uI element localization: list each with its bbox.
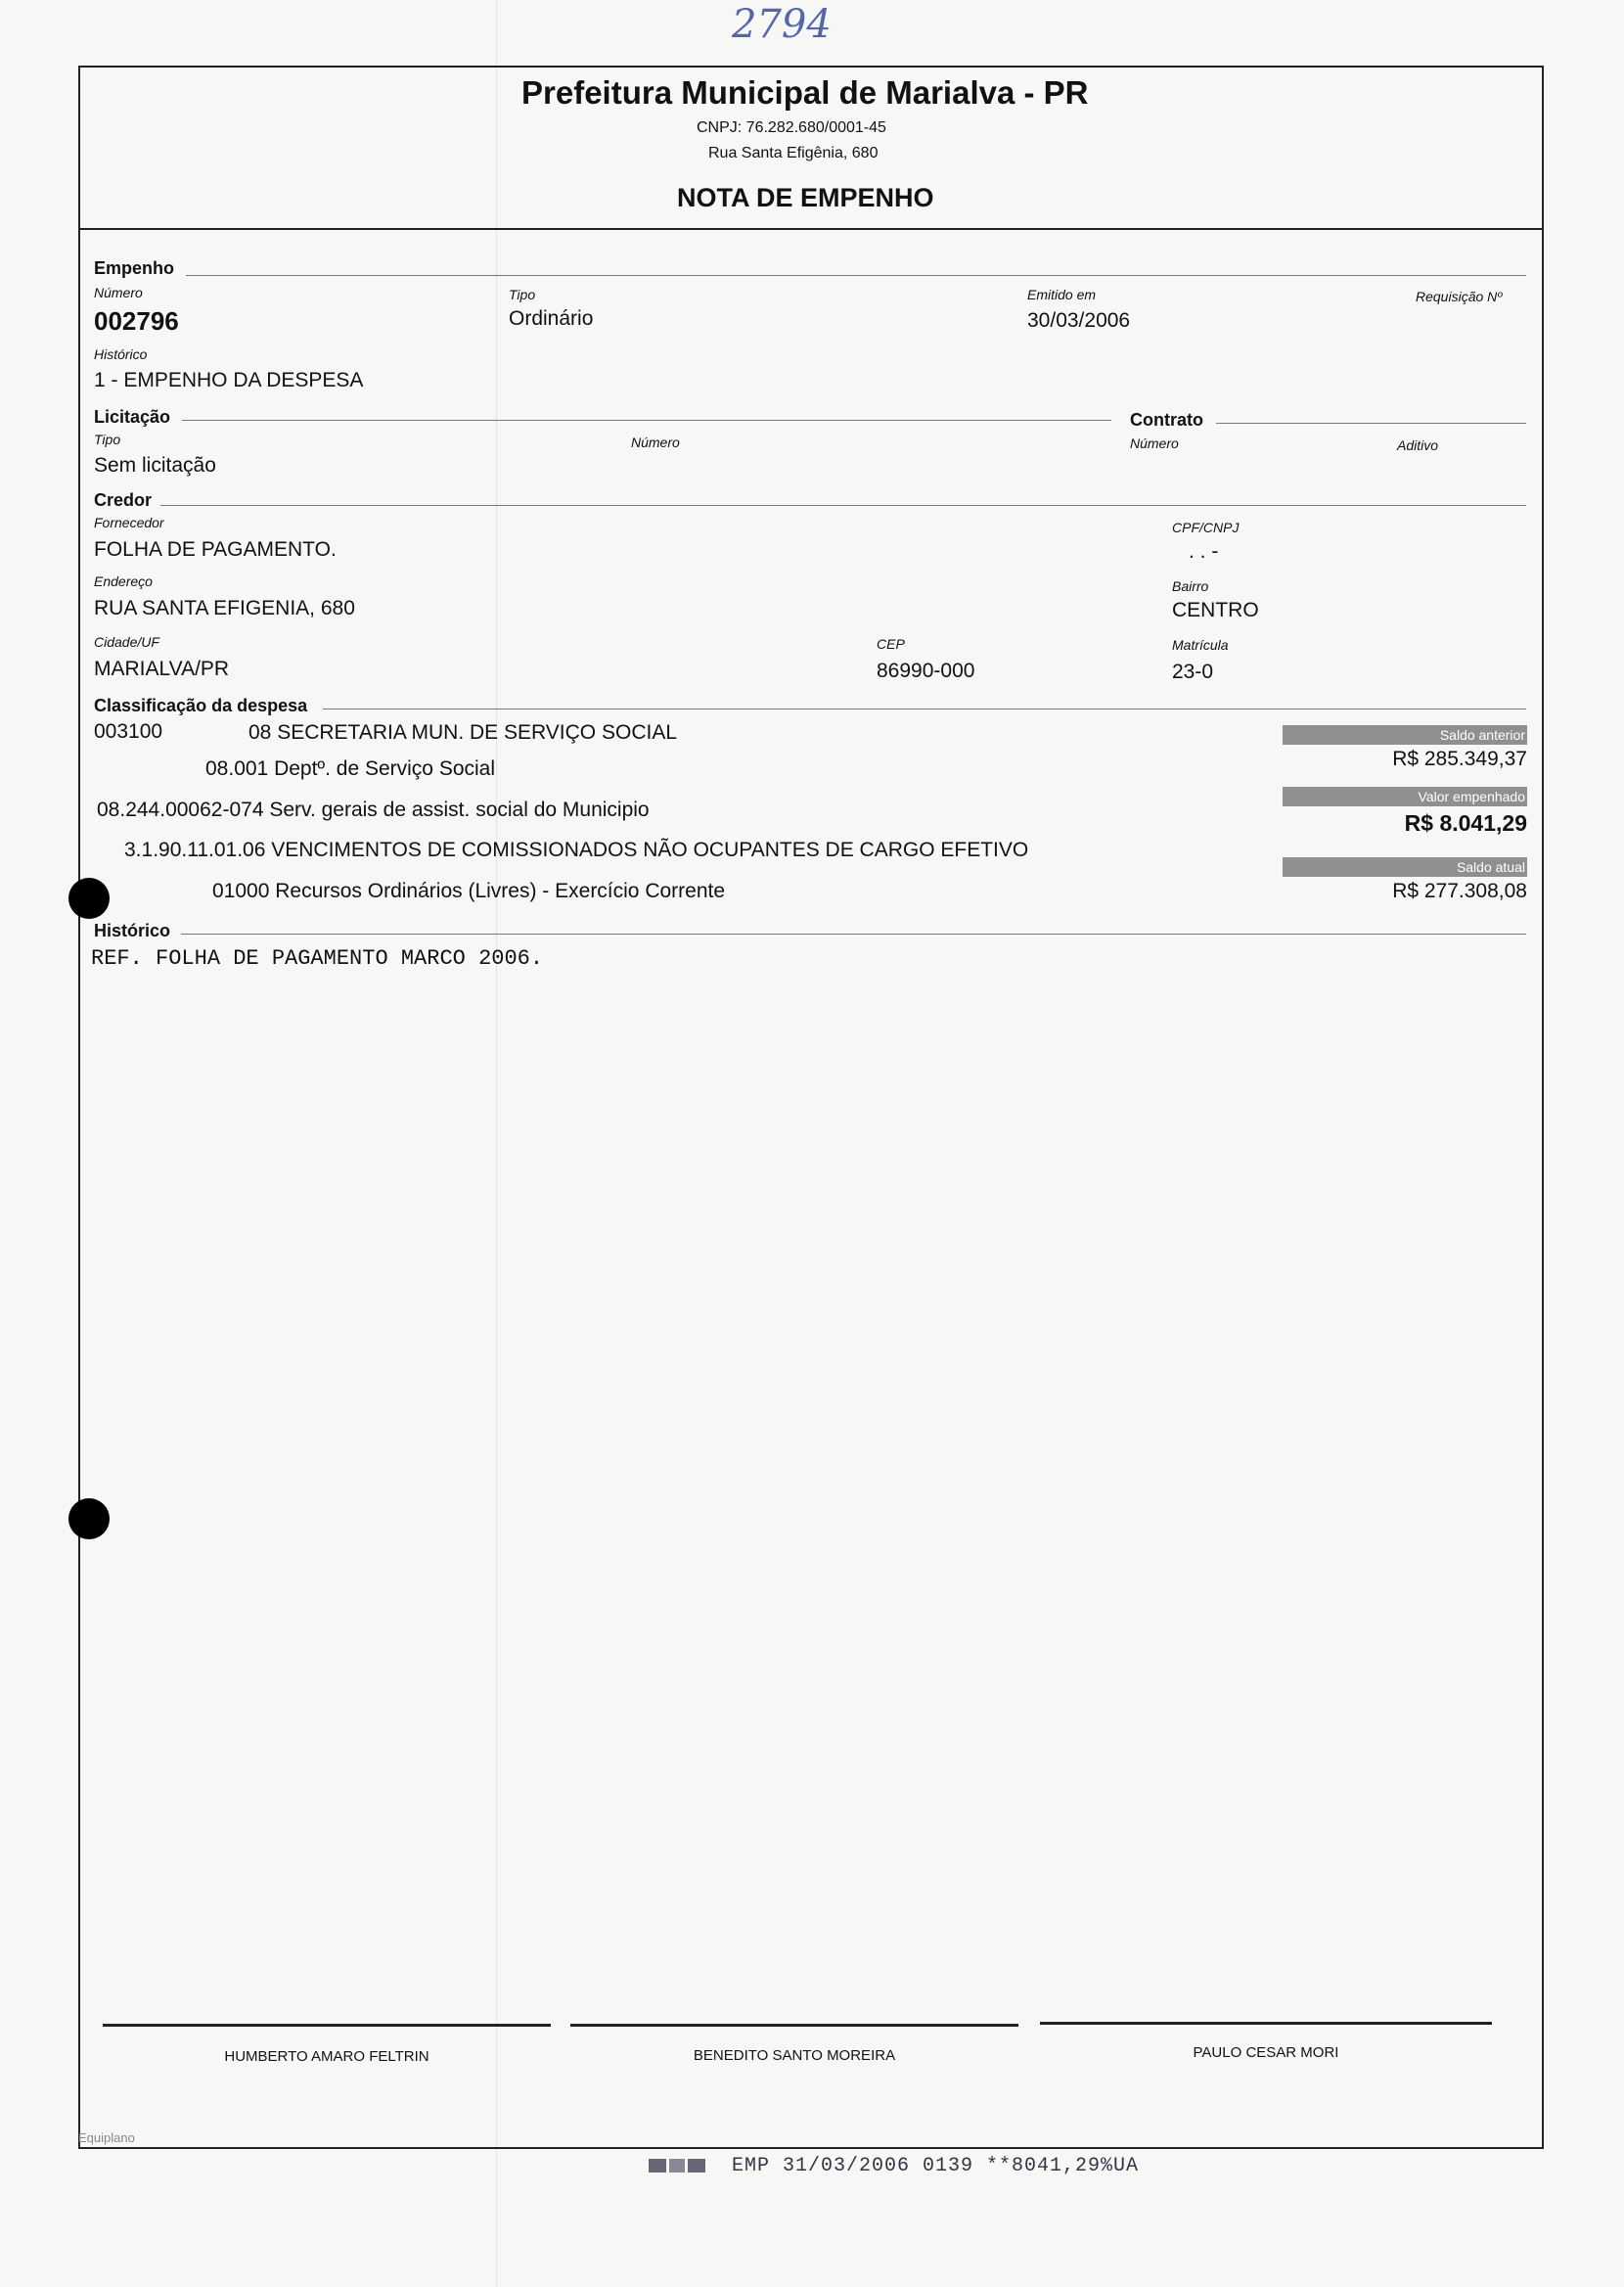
endereco-label: Endereço [94, 573, 153, 589]
empenho-numero: 002796 [94, 306, 179, 336]
section-contrato: Contrato [1130, 410, 1203, 430]
empenho-historico: 1 - EMPENHO DA DESPESA [94, 369, 364, 391]
saldo-anterior-value: R$ 285.349,37 [1392, 748, 1527, 770]
header-separator [78, 228, 1542, 230]
signature-line [1040, 2022, 1492, 2025]
section-historico: Histórico [94, 921, 171, 940]
contrato-aditivo-label: Aditivo [1397, 437, 1439, 453]
section-classificacao: Classificação da despesa [94, 696, 308, 715]
address-text: Rua Santa Efigênia, 680 [708, 145, 879, 161]
valor-empenhado-value: R$ 8.041,29 [1404, 810, 1527, 836]
protocol-stamp: EMP 31/03/2006 0139 **8041,29%UA [732, 2155, 1140, 2177]
licitacao-tipo: Sem licitação [94, 454, 216, 477]
licitacao-tipo-label: Tipo [94, 432, 121, 447]
empenho-tipo: Ordinário [509, 307, 594, 330]
cep-label: CEP [877, 636, 905, 652]
page-title: Prefeitura Municipal de Marialva - PR [521, 74, 1089, 111]
signature-line [570, 2024, 1018, 2027]
matricula-label: Matrícula [1172, 637, 1229, 653]
divider [186, 275, 1526, 276]
signature-name-3: PAULO CESAR MORI [1193, 2044, 1339, 2061]
classificacao-elemento: 3.1.90.11.01.06 VENCIMENTOS DE COMISSIONADOS NÃO OCUPANTES DE CARGO EFETIVO [124, 839, 1029, 861]
classificacao-funcional: 08.244.00062-074 Serv. gerais de assist. social do Municipio [97, 799, 650, 821]
saldo-atual-value: R$ 277.308,08 [1392, 880, 1527, 902]
tipo-label: Tipo [509, 287, 536, 302]
divider [160, 505, 1526, 506]
section-empenho: Empenho [94, 258, 175, 278]
requisicao-label: Requisição Nº [1416, 289, 1503, 304]
signature-name-1: HUMBERTO AMARO FELTRIN [224, 2048, 429, 2065]
section-credor: Credor [94, 490, 153, 510]
fornecedor-label: Fornecedor [94, 515, 164, 530]
credor-cep: 86990-000 [877, 660, 975, 682]
cpf-label: CPF/CNPJ [1172, 520, 1240, 535]
credor-matricula: 23-0 [1172, 661, 1214, 683]
contrato-numero-label: Número [1130, 435, 1179, 451]
divider [182, 420, 1111, 421]
classificacao-orgao: 08 SECRETARIA MUN. DE SERVIÇO SOCIAL [248, 721, 678, 744]
punch-hole [68, 878, 110, 919]
credor-cpf: . . - [1189, 540, 1219, 563]
bairro-label: Bairro [1172, 578, 1209, 594]
credor-cidade: MARIALVA/PR [94, 658, 230, 680]
handwritten-page-number: 2794 [732, 2, 832, 47]
classificacao-code: 003100 [94, 720, 163, 743]
classificacao-recurso: 01000 Recursos Ordinários (Livres) - Exercício Corrente [212, 880, 726, 902]
historico-label: Histórico [94, 346, 148, 362]
licitacao-numero-label: Número [631, 435, 680, 450]
punch-hole [68, 1498, 110, 1539]
saldo-atual-label: Saldo atual [1283, 857, 1527, 877]
credor-fornecedor: FOLHA DE PAGAMENTO. [94, 538, 337, 561]
valor-empenhado-label: Valor empenhado [1283, 787, 1527, 806]
emitido-label: Emitido em [1027, 287, 1097, 302]
section-licitacao: Licitação [94, 407, 171, 427]
classificacao-unidade: 08.001 Deptº. de Serviço Social [205, 757, 496, 780]
protocol-stamp-icon [649, 2156, 707, 2182]
saldo-anterior-label: Saldo anterior [1283, 725, 1527, 745]
divider [1216, 423, 1526, 424]
empenho-emitido-date: 30/03/2006 [1027, 309, 1131, 332]
credor-bairro: CENTRO [1172, 599, 1259, 621]
credor-endereco: RUA SANTA EFIGENIA, 680 [94, 597, 355, 619]
cidade-label: Cidade/UF [94, 634, 159, 650]
historico-text: REF. FOLHA DE PAGAMENTO MARCO 2006. [91, 946, 544, 971]
footer-brand: Equiplano [78, 2130, 135, 2145]
document-title: NOTA DE EMPENHO [677, 183, 934, 212]
divider [181, 934, 1526, 935]
signature-name-2: BENEDITO SANTO MOREIRA [693, 2047, 896, 2064]
signature-line [103, 2024, 551, 2027]
cnpj-text: CNPJ: 76.282.680/0001-45 [697, 119, 886, 136]
numero-label: Número [94, 285, 143, 300]
